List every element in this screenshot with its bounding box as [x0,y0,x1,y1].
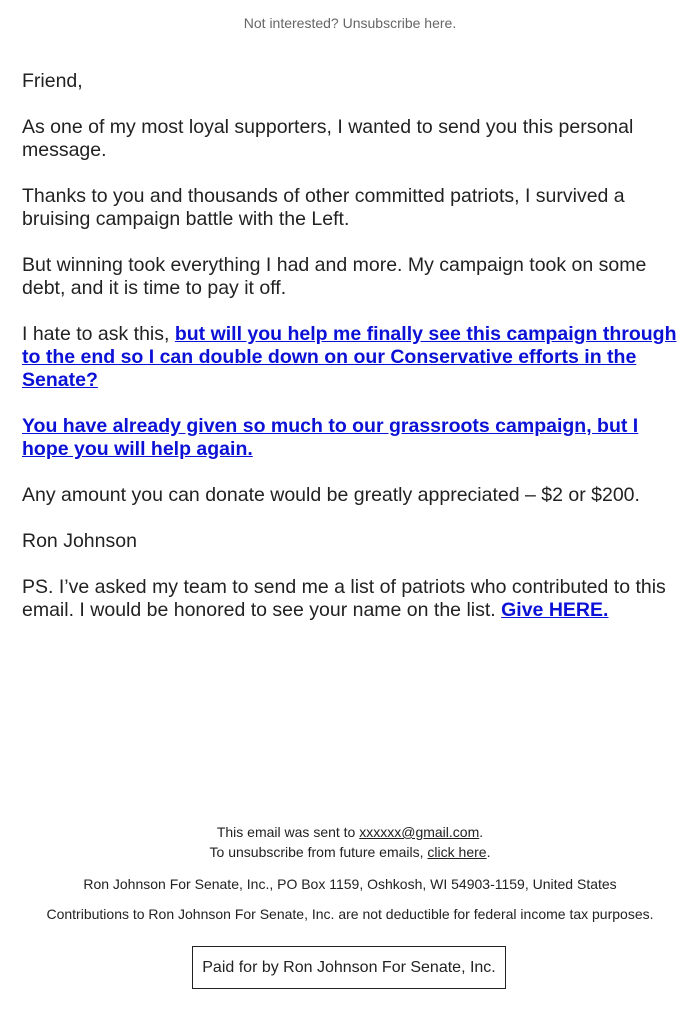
unsubscribe-header-link[interactable]: Not interested? Unsubscribe here. [243,15,457,31]
give-here-link[interactable]: Give HERE. [501,599,609,621]
paragraph-debt: But winning took everything I had and more. My campaign took on some debt, and it is time to pay it off. [22,254,647,299]
footer-disclaimer: Contributions to Ron Johnson For Senate, Inc. are not deductible for federal income tax purposes. [46,906,654,922]
email-body [22,70,682,645]
paragraph-ps [22,576,682,622]
donate-link-grassroots[interactable]: You have already given so much to our grassroots campaign, but I hope you will help again. [22,415,639,460]
ask-lead-text: I hate to ask this, [22,323,175,345]
footer-unsubscribe [0,843,700,861]
unsubscribe-click-here-link[interactable]: click here [427,844,487,860]
sent-to-prefix: This email was sent to [216,824,360,840]
paragraph-grassroots [22,415,682,461]
unsub-suffix: . [486,844,491,860]
recipient-email-link[interactable]: xxxxxx@gmail.com [359,824,480,840]
footer-address: Ron Johnson For Senate, Inc., PO Box 1159, Oshkosh, WI 54903-1159, United States [83,876,617,892]
sent-to-suffix: . [479,824,484,840]
signature: Ron Johnson [22,530,137,552]
paid-for-disclaimer-box: Paid for by Ron Johnson For Senate, Inc. [192,946,506,989]
unsub-prefix: To unsubscribe from future emails, [209,844,428,860]
paragraph-thanks: Thanks to you and thousands of other committed patriots, I survived a bruising campaign battle with the Left. [22,185,625,230]
paragraph-ask [22,323,682,392]
paragraph-loyal-supporters: As one of my most loyal supporters, I wanted to send you this personal message. [22,116,634,161]
donate-link-ask[interactable]: but will you help me finally see this campaign through to the end so I can double down on our Conservative efforts in the Senate? [22,323,677,391]
paragraph-amount: Any amount you can donate would be greatly appreciated – $2 or $200. [22,484,640,506]
footer-sent-to [0,823,700,841]
greeting: Friend, [22,70,83,92]
ps-text: PS. I’ve asked my team to send me a list of patriots who contributed to this email. I would be honored to see your name on the list. [22,576,666,621]
